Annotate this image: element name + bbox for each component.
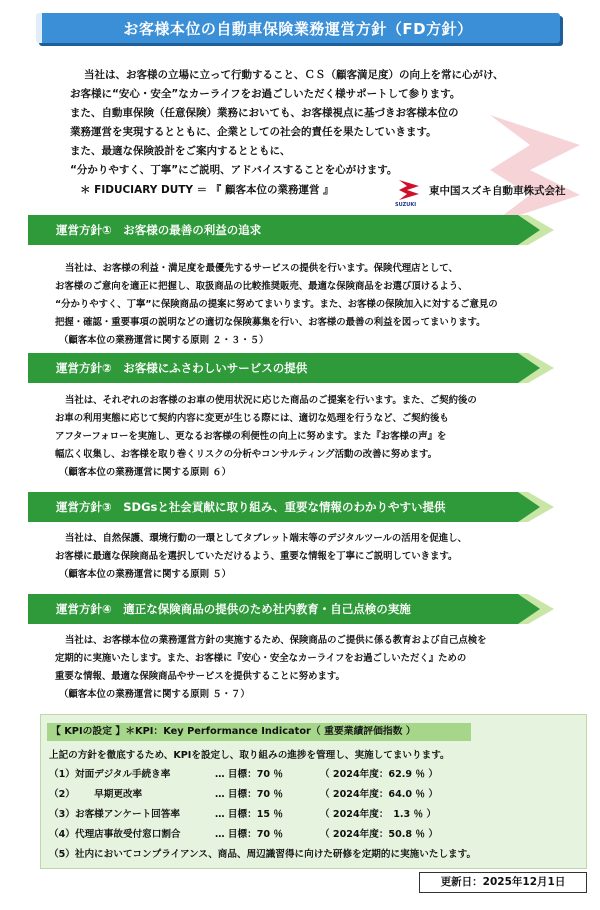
section-line: 把握・確認・重要事項の説明などの適切な保険募集を行い、お客様の最善の利益を図ってまいります。 bbox=[55, 317, 486, 328]
page-title-bar bbox=[36, 13, 560, 43]
section-line: 幅広く収集し、お客様を取り巻くリスクの分析やコンサルティング活動の改善に努めます。 bbox=[55, 449, 438, 460]
kpi-heading: 【 KPIの設定 】＊KPI：Key Performance Indicator（ 重要業績評価指数 ） bbox=[47, 723, 471, 741]
kpi-target: … 目標：70 ％ bbox=[215, 769, 283, 780]
kpi-training-line: （5）社内においてコンプライアンス、商品、周辺識習得に向けた研修を定期的に実施いたします。 bbox=[49, 849, 477, 860]
kpi-row bbox=[49, 785, 476, 805]
kpi-row bbox=[49, 845, 476, 865]
kpi-actual: （ 2024年度：50.8 ％ ） bbox=[320, 829, 438, 840]
kpi-num: （3） bbox=[49, 809, 75, 820]
section-line: “分かりやすく、丁寧”に保険商品の提案に努めてまいります。また、お客様の保険加入に対するご意見の bbox=[55, 299, 498, 310]
fiduciary-note: ＊ FIDUCIARY DUTY ＝ 『 顧客本位の業務運営 』 bbox=[80, 184, 334, 196]
section-line: 定期的に実施いたします。また、お客様に『安心・安全なカーライフをお過ごしいただく』ための bbox=[55, 653, 467, 664]
section-line: お車の利用実態に応じて契約内容に変更が生じる際には、適切な処理を行うなど、ご契約後も bbox=[55, 413, 449, 424]
kpi-list bbox=[49, 765, 476, 865]
kpi-row bbox=[49, 825, 476, 845]
section-line: 当社は、自然保護、環境行動の一環としてタブレット端末等のデジタルツールの活用を促進し、 bbox=[65, 533, 467, 544]
kpi-actual: （ 2024年度：62.9 ％ ） bbox=[320, 769, 438, 780]
kpi-actual: （ 2024年度：64.0 ％ ） bbox=[320, 789, 438, 800]
section-heading-4 bbox=[28, 594, 554, 624]
section-heading-1 bbox=[28, 215, 554, 245]
company-name: 東中国スズキ自動車株式会社 bbox=[429, 184, 566, 197]
kpi-box bbox=[40, 714, 587, 869]
section-body-3 bbox=[55, 530, 575, 584]
updated-date: 更新日：2025年12月1日 bbox=[419, 872, 587, 893]
kpi-row bbox=[49, 805, 476, 825]
section-heading-text: 運営方針① お客様の最善の利益の追求 bbox=[56, 223, 262, 237]
principle-ref: （顧客本位の業務運営に関する原則 ５） bbox=[59, 569, 232, 580]
intro-text bbox=[70, 66, 590, 180]
kpi-num: （2） bbox=[49, 789, 75, 800]
section-heading-2 bbox=[28, 353, 554, 383]
intro-line: また、自動車保険（任意保険）業務においても、お客様視点に基づきお客様本位の bbox=[70, 107, 459, 119]
kpi-name: 代理店事故受付窓口割合 bbox=[75, 829, 181, 840]
section-body-2 bbox=[55, 392, 575, 482]
principle-ref: （顧客本位の業務運営に関する原則 ２・３・５） bbox=[59, 335, 269, 346]
intro-line: 当社は、お客様の立場に立って行動すること、ＣＳ（顧客満足度）の向上を常に心がけ、 bbox=[84, 69, 504, 81]
section-heading-text: 運営方針② お客様にふさわしいサービスの提供 bbox=[56, 361, 308, 375]
section-line: お客様のご意向を適正に把握し、取扱商品の比較推奨販売、最適な保険商品をお選び頂けるよう、 bbox=[55, 281, 468, 292]
kpi-num: （1） bbox=[49, 769, 75, 780]
intro-line: お客様に“安心・安全”なカーライフをお過ごしいただく様サポートして参ります。 bbox=[70, 88, 461, 100]
kpi-num: （4） bbox=[49, 829, 75, 840]
kpi-description: 上記の方針を徹底するため、KPIを設定し、取り組みの進捗を管理し、実施してまいります。 bbox=[49, 750, 450, 761]
section-line: 当社は、それぞれのお客様のお車の使用状況に応じた商品のご提案を行います。また、ご契約後の bbox=[65, 395, 477, 406]
kpi-name: 早期更改率 bbox=[75, 789, 143, 800]
company-block bbox=[395, 176, 566, 208]
kpi-row bbox=[49, 765, 476, 785]
principle-ref: （顧客本位の業務運営に関する原則 ５・７） bbox=[59, 689, 250, 700]
principle-ref: （顧客本位の業務運営に関する原則 ６） bbox=[59, 467, 232, 478]
intro-line: “分かりやすく、丁寧”にご説明、アドバイスすることを心がけます。 bbox=[70, 164, 398, 176]
suzuki-logo-icon bbox=[395, 176, 423, 204]
section-line: お客様に最適な保険商品を選択していただけるよう、重要な情報を丁寧にご説明していきます。 bbox=[55, 551, 458, 562]
kpi-target: … 目標：15 ％ bbox=[215, 809, 283, 820]
section-line: 重要な情報、最適な保険商品やサービスを提供することに努めます。 bbox=[55, 671, 345, 682]
section-body-1 bbox=[55, 260, 575, 350]
section-line: 当社は、お客様の利益・満足度を最優先するサービスの提供を行います。保険代理店として、 bbox=[65, 263, 458, 274]
section-line: 当社は、お客様本位の業務運営方針の実施するため、保険商品のご提供に係る教育および自己点検を bbox=[65, 635, 487, 646]
section-body-4 bbox=[55, 632, 575, 704]
kpi-target: … 目標：70 ％ bbox=[215, 829, 283, 840]
intro-line: また、最適な保険設計をご案内するとともに、 bbox=[70, 145, 291, 157]
kpi-target: … 目標：70 ％ bbox=[215, 789, 283, 800]
kpi-name: 対面デジタル手続き率 bbox=[75, 769, 171, 780]
suzuki-logo-text: SUZUKI bbox=[395, 202, 417, 208]
page-title: お客様本位の自動車保険業務運営方針（FD方針） bbox=[123, 19, 473, 38]
section-heading-text: 運営方針④ 適正な保険商品の提供のため社内教育・自己点検の実施 bbox=[56, 602, 411, 616]
intro-line: 業務運営を実現するとともに、企業としての社会的責任を果たしていきます。 bbox=[70, 126, 437, 138]
section-heading-3 bbox=[28, 492, 554, 522]
kpi-actual: （ 2024年度： 1.3 ％ ） bbox=[320, 809, 437, 820]
section-line: アフターフォローを実施し、更なるお客様の利便性の向上に努めます。また『お客様の声』を bbox=[55, 431, 447, 442]
section-heading-text: 運営方針③ SDGsと社会貢献に取り組み、重要な情報のわかりやすい提供 bbox=[56, 500, 446, 514]
kpi-name: お客様アンケート回答率 bbox=[75, 809, 180, 820]
